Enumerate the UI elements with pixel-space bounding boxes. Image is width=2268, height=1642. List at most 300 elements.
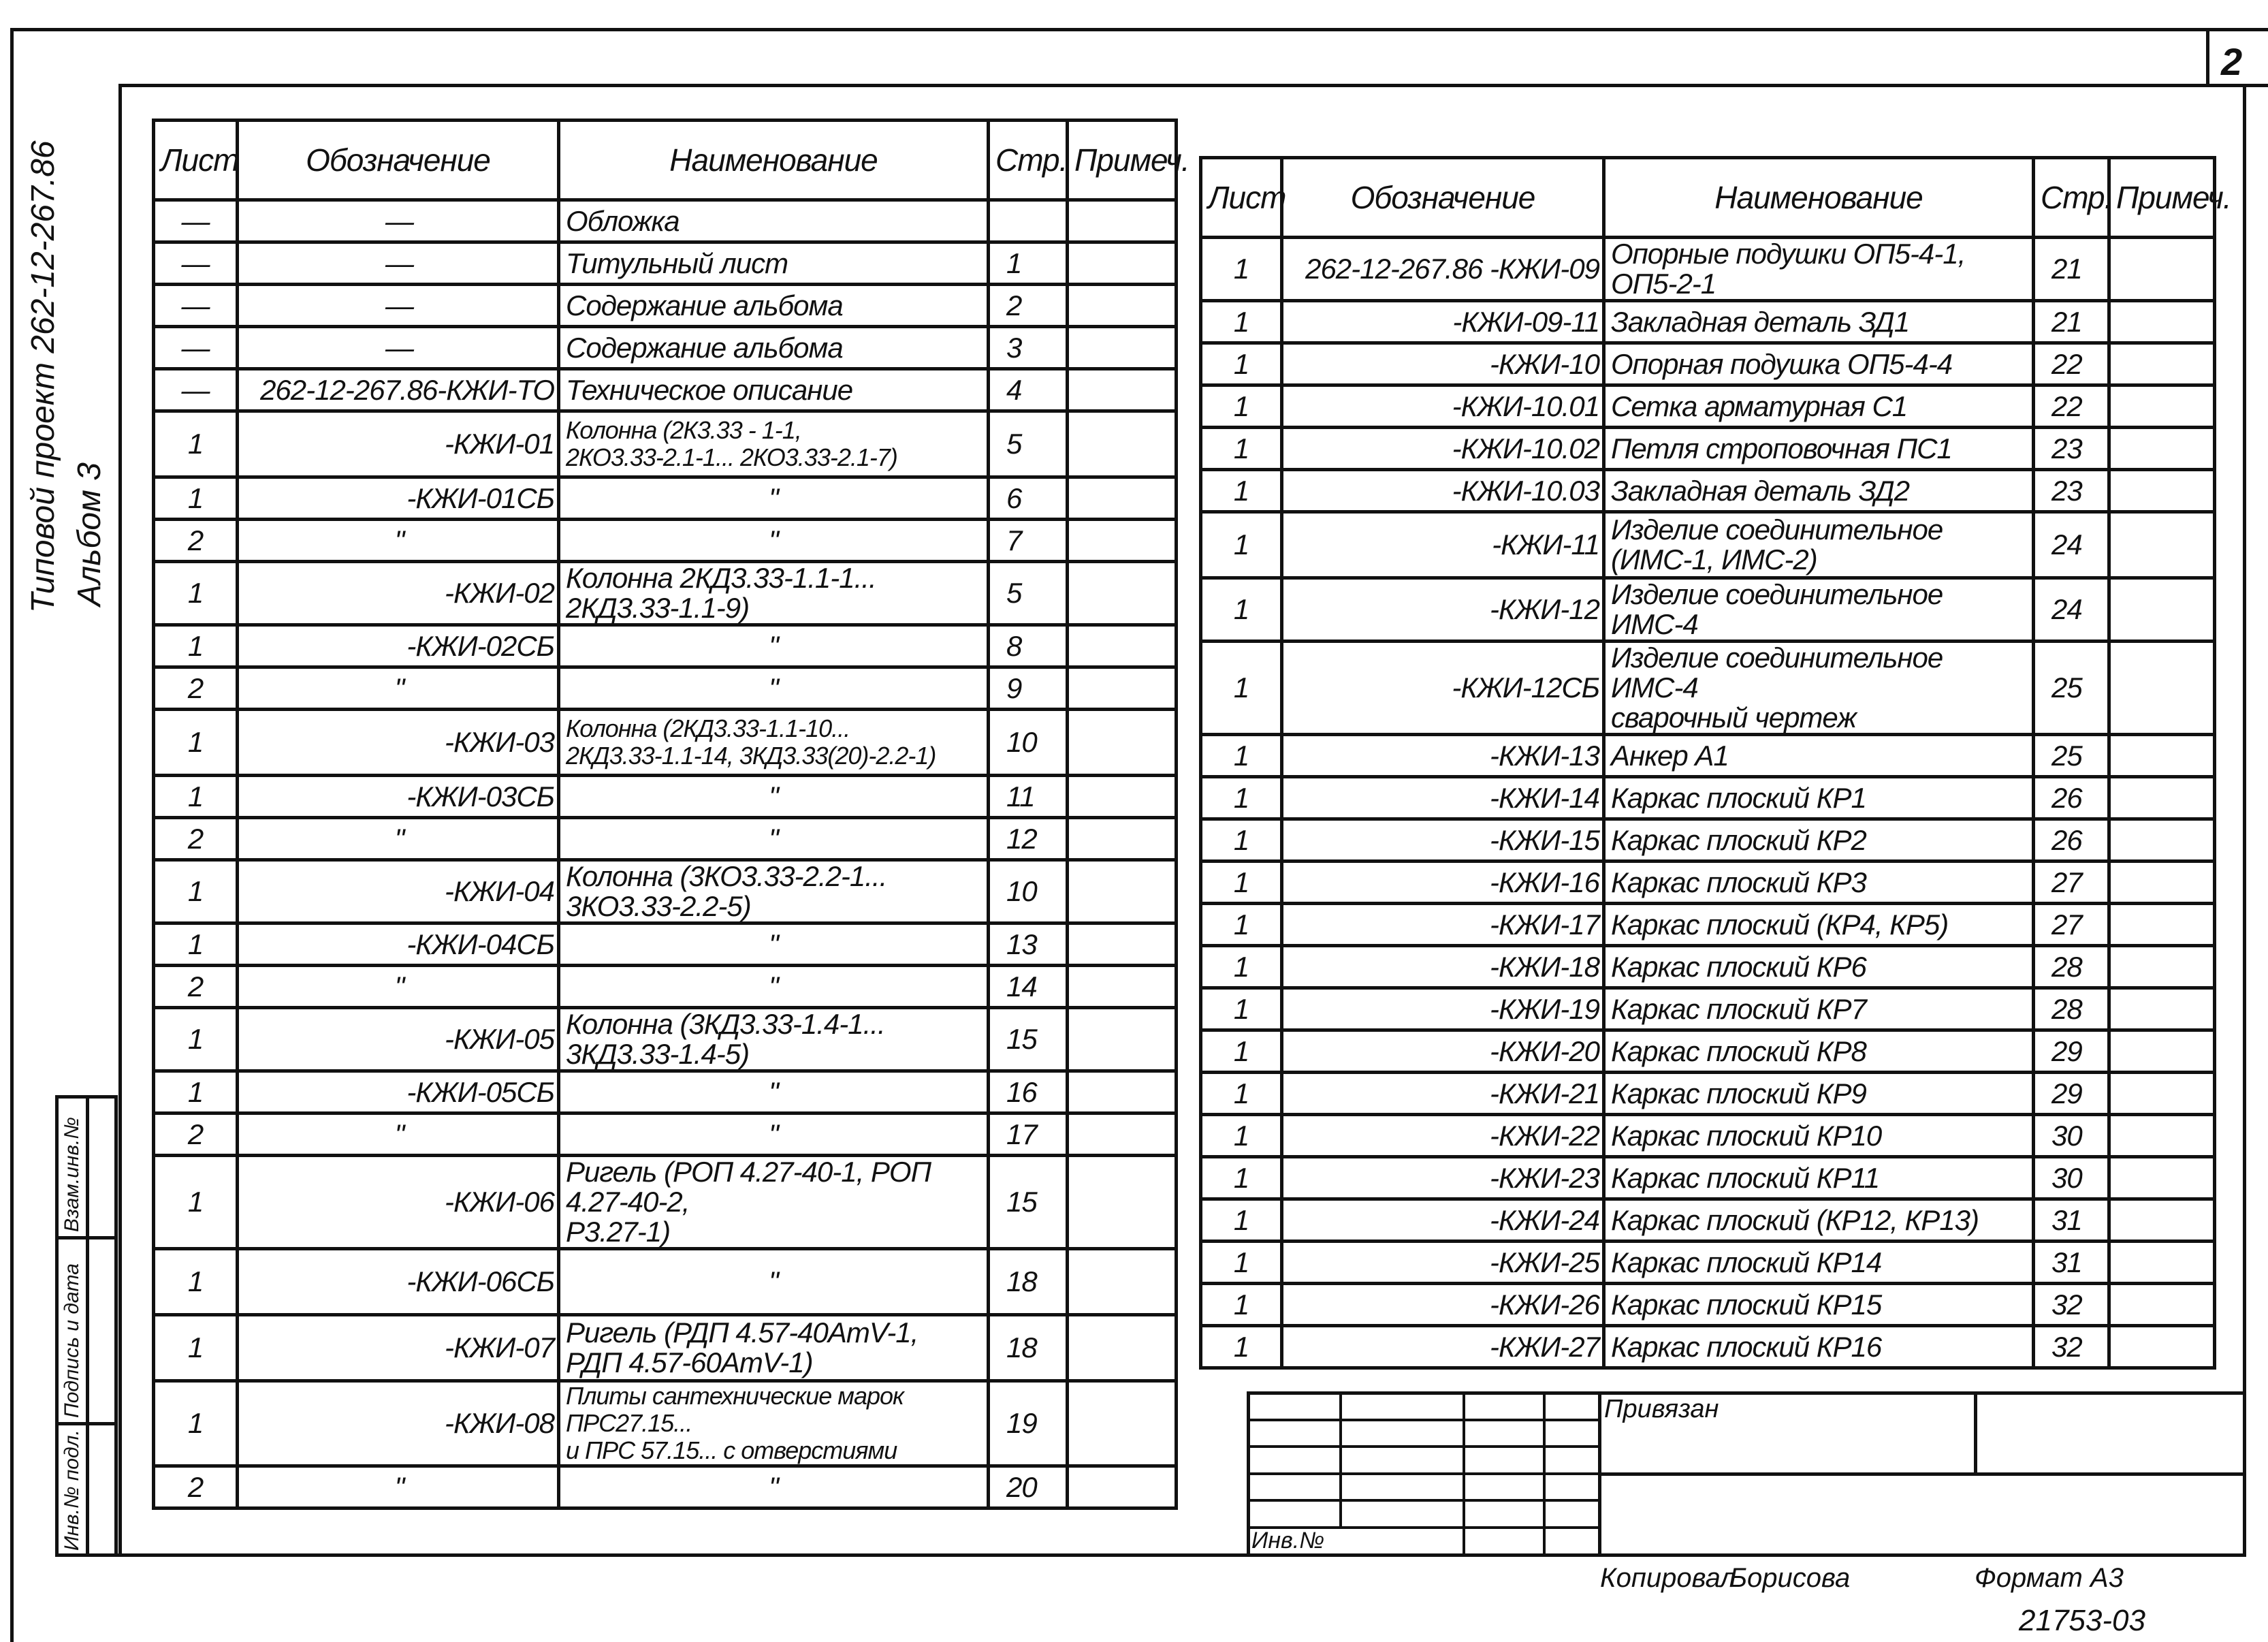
table-row: [154, 242, 1177, 285]
table-row: [1201, 385, 2215, 428]
cell-page: 5: [989, 411, 1068, 477]
cell-name: Каркас плоский КР10: [1604, 1115, 2034, 1157]
table-row: [154, 1466, 1177, 1509]
table-row: [154, 369, 1177, 411]
cell-name: Каркас плоский КР6: [1604, 946, 2034, 988]
cell-name: Техническое описание: [559, 369, 989, 411]
header-page: Стр.: [989, 121, 1068, 200]
cell-note: [2109, 862, 2215, 904]
cell-sheet: 1: [1201, 385, 1282, 428]
cell-note: [1068, 242, 1177, 285]
project-title: Типовой проект 262-12-267.86: [25, 140, 61, 613]
table-row: [154, 860, 1177, 923]
cell-designation: -КЖИ-09-11: [1282, 301, 1604, 343]
cell-note: [1068, 818, 1177, 860]
cell-sheet: 2: [154, 818, 238, 860]
cell-name: Ригель (РОП 4.27-40-1, РОП 4.27-40-2, Р3.27-1): [559, 1156, 989, 1249]
cell-note: [2109, 1073, 2215, 1115]
title-lower-cell: [1598, 1472, 2246, 1557]
table-row: [1201, 946, 2215, 988]
table-row: [1201, 1242, 2215, 1284]
cell-designation: ": [238, 667, 559, 710]
cell-page: 25: [2034, 642, 2109, 735]
cell-page: 31: [2034, 1199, 2109, 1242]
cell-designation: -КЖИ-04: [238, 860, 559, 923]
cell-designation: -КЖИ-24: [1282, 1199, 1604, 1242]
cell-page: 32: [2034, 1326, 2109, 1368]
cell-sheet: 1: [154, 1071, 238, 1114]
cell-page: 16: [989, 1071, 1068, 1114]
cell-name: Каркас плоский КР15: [1604, 1284, 2034, 1326]
cell-name: Каркас плоский КР16: [1604, 1326, 2034, 1368]
cell-designation: —: [238, 242, 559, 285]
outer-frame-left: [10, 29, 14, 1642]
cell-sheet: 1: [1201, 904, 1282, 946]
cell-name: Каркас плоский КР7: [1604, 988, 2034, 1030]
header-note: Примеч.: [2109, 158, 2215, 238]
cell-note: [2109, 1157, 2215, 1199]
table-row: [154, 710, 1177, 776]
cell-designation: -КЖИ-08: [238, 1381, 559, 1466]
cell-name: Колонна (2КД3.33-1.1-10... 2КД3.33-1.1-14, 3КД3.33(20)-2.2-1): [559, 710, 989, 776]
cell-note: [1068, 1071, 1177, 1114]
cell-name: Изделие соединительное ИМС-4: [1604, 578, 2034, 642]
table-header: [154, 121, 1177, 200]
cell-sheet: —: [154, 285, 238, 327]
cell-sheet: 1: [154, 776, 238, 818]
cell-name: Титульный лист: [559, 242, 989, 285]
cell-sheet: 2: [154, 1114, 238, 1156]
cell-sheet: 1: [1201, 1115, 1282, 1157]
cell-designation: -КЖИ-23: [1282, 1157, 1604, 1199]
stamp-label: Подпись и дата: [61, 1263, 83, 1418]
table-row: [154, 966, 1177, 1008]
outer-frame-top: [10, 28, 2268, 31]
cell-note: [1068, 1008, 1177, 1071]
drawing-code: 21753-03: [2019, 1604, 2145, 1637]
cell-designation: 262-12-267.86-КЖИ-ТО: [238, 369, 559, 411]
cell-designation: -КЖИ-22: [1282, 1115, 1604, 1157]
contents-table-left: [152, 119, 1189, 1510]
cell-page: 5: [989, 562, 1068, 625]
cell-designation: -КЖИ-07: [238, 1315, 559, 1381]
cell-sheet: 1: [1201, 946, 1282, 988]
cell-sheet: 1: [1201, 819, 1282, 862]
cell-page: 6: [989, 477, 1068, 520]
cell-page: 11: [989, 776, 1068, 818]
cell-designation: ": [238, 818, 559, 860]
cell-designation: -КЖИ-15: [1282, 819, 1604, 862]
table-row: [1201, 238, 2215, 301]
cell-page: 30: [2034, 1115, 2109, 1157]
cell-page: 25: [2034, 735, 2109, 777]
cell-sheet: 1: [154, 562, 238, 625]
table-row: [154, 200, 1177, 242]
cell-note: [2109, 735, 2215, 777]
cell-designation: -КЖИ-10: [1282, 343, 1604, 385]
cell-page: 24: [2034, 578, 2109, 642]
table-row: [154, 667, 1177, 710]
cell-page: 26: [2034, 819, 2109, 862]
cell-note: [2109, 385, 2215, 428]
cell-page: 4: [989, 369, 1068, 411]
cell-page: 3: [989, 327, 1068, 369]
cell-note: [1068, 860, 1177, 923]
cell-designation: -КЖИ-05: [238, 1008, 559, 1071]
table-row: [1201, 642, 2215, 735]
cell-designation: -КЖИ-10.02: [1282, 428, 1604, 470]
table-row: [154, 411, 1177, 477]
stamp-signature-date: [55, 1236, 118, 1425]
cell-page: 18: [989, 1249, 1068, 1315]
header-sheet: Лист: [154, 121, 238, 200]
cell-name: Каркас плоский КР9: [1604, 1073, 2034, 1115]
cell-note: [2109, 1242, 2215, 1284]
cell-page: 22: [2034, 343, 2109, 385]
cell-designation: -КЖИ-21: [1282, 1073, 1604, 1115]
cell-page: 23: [2034, 428, 2109, 470]
cell-note: [1068, 1156, 1177, 1249]
cell-page: 12: [989, 818, 1068, 860]
sheet-box-divider: [2206, 29, 2209, 85]
cell-note: [2109, 777, 2215, 819]
cell-sheet: 1: [1201, 343, 1282, 385]
cell-sheet: 1: [1201, 1073, 1282, 1115]
cell-name: Опорные подушки ОП5-4-1, ОП5-2-1: [1604, 238, 2034, 301]
cell-designation: -КЖИ-27: [1282, 1326, 1604, 1368]
cell-designation: -КЖИ-12: [1282, 578, 1604, 642]
cell-page: 9: [989, 667, 1068, 710]
cell-designation: ": [238, 520, 559, 562]
cell-note: [1068, 200, 1177, 242]
cell-designation: -КЖИ-20: [1282, 1030, 1604, 1073]
table-row: [154, 327, 1177, 369]
table-row: [1201, 470, 2215, 512]
cell-page: 29: [2034, 1073, 2109, 1115]
cell-note: [2109, 1030, 2215, 1073]
cell-designation: -КЖИ-16: [1282, 862, 1604, 904]
cell-name: Сетка арматурная С1: [1604, 385, 2034, 428]
cell-designation: ": [238, 1466, 559, 1509]
cell-designation: -КЖИ-06СБ: [238, 1249, 559, 1315]
table-row: [1201, 1157, 2215, 1199]
grid-line: [1339, 1391, 1342, 1528]
cell-designation: -КЖИ-12СБ: [1282, 642, 1604, 735]
cell-designation: -КЖИ-01: [238, 411, 559, 477]
cell-note: [2109, 904, 2215, 946]
cell-name: Закладная деталь ЗД2: [1604, 470, 2034, 512]
cell-note: [1068, 1466, 1177, 1509]
cell-name: Каркас плоский КР8: [1604, 1030, 2034, 1073]
cell-note: [2109, 946, 2215, 988]
cell-name: Содержание альбома: [559, 327, 989, 369]
table-row: [154, 776, 1177, 818]
cell-sheet: 1: [154, 860, 238, 923]
cell-page: 10: [989, 860, 1068, 923]
cell-sheet: —: [154, 242, 238, 285]
cell-page: 23: [2034, 470, 2109, 512]
cell-page: 15: [989, 1156, 1068, 1249]
stamp-label-cell: [59, 1240, 89, 1422]
cell-page: 21: [2034, 238, 2109, 301]
cell-designation: -КЖИ-18: [1282, 946, 1604, 988]
cell-note: [1068, 1315, 1177, 1381]
table-row: [154, 285, 1177, 327]
table-row: [1201, 1030, 2215, 1073]
table-row: [1201, 1284, 2215, 1326]
cell-designation: -КЖИ-03: [238, 710, 559, 776]
cell-sheet: 1: [1201, 735, 1282, 777]
cell-name: Закладная деталь ЗД1: [1604, 301, 2034, 343]
inv-label: Инв.№: [1251, 1528, 1325, 1553]
cell-page: 7: [989, 520, 1068, 562]
cell-page: 10: [989, 710, 1068, 776]
grid-line: [1247, 1445, 1601, 1448]
cell-sheet: 1: [154, 1381, 238, 1466]
table-row: [154, 625, 1177, 667]
cell-note: [2109, 343, 2215, 385]
cell-sheet: 1: [154, 1156, 238, 1249]
cell-name: Каркас плоский КР1: [1604, 777, 2034, 819]
cell-sheet: 1: [1201, 1326, 1282, 1368]
cell-name: Каркас плоский КР14: [1604, 1242, 2034, 1284]
cell-note: [1068, 285, 1177, 327]
stamp-original-inv: [55, 1422, 118, 1557]
cell-page: 24: [2034, 512, 2109, 578]
stamp-replace-inv: [55, 1095, 118, 1240]
stamp-label-cell: [59, 1425, 89, 1553]
table-row: [1201, 1115, 2215, 1157]
cell-name: Обложка: [559, 200, 989, 242]
cell-name: ": [559, 520, 989, 562]
cell-name: Изделие соединительное (ИМС-1, ИМС-2): [1604, 512, 2034, 578]
cell-designation: -КЖИ-06: [238, 1156, 559, 1249]
cell-name: ": [559, 1071, 989, 1114]
cell-designation: -КЖИ-05СБ: [238, 1071, 559, 1114]
cell-sheet: 2: [154, 1466, 238, 1509]
cell-name: Каркас плоский КР2: [1604, 819, 2034, 862]
cell-name: Анкер А1: [1604, 735, 2034, 777]
contents-table-right: [1199, 156, 2231, 1370]
cell-name: Каркас плоский КР11: [1604, 1157, 2034, 1199]
cell-note: [1068, 776, 1177, 818]
cell-name: ": [559, 1114, 989, 1156]
cell-name: ": [559, 1466, 989, 1509]
cell-name: Содержание альбома: [559, 285, 989, 327]
cell-note: [2109, 578, 2215, 642]
cell-page: 21: [2034, 301, 2109, 343]
grid-line: [1247, 1419, 1601, 1421]
cell-page: 31: [2034, 1242, 2109, 1284]
table-row: [154, 1071, 1177, 1114]
table-row: [154, 477, 1177, 520]
cell-page: [989, 200, 1068, 242]
cell-name: Плиты сантехнические марок ПРС27.15... и ПРС 57.15... с отверстиями: [559, 1381, 989, 1466]
cell-note: [2109, 512, 2215, 578]
cell-designation: -КЖИ-17: [1282, 904, 1604, 946]
cell-note: [1068, 710, 1177, 776]
cell-sheet: 2: [154, 667, 238, 710]
table-row: [154, 1114, 1177, 1156]
cell-page: 15: [989, 1008, 1068, 1071]
cell-note: [1068, 966, 1177, 1008]
cell-note: [1068, 562, 1177, 625]
cell-sheet: 1: [154, 1008, 238, 1071]
bound-label: Привязан: [1604, 1395, 1719, 1423]
cell-name: Ригель (РДП 4.57-40АтV-1, РДП 4.57-60АтV-1): [559, 1315, 989, 1381]
cell-sheet: 1: [154, 411, 238, 477]
cell-designation: -КЖИ-11: [1282, 512, 1604, 578]
table-row: [154, 1156, 1177, 1249]
stamp-label: Взам.инв.№: [61, 1117, 83, 1232]
cell-note: [1068, 1381, 1177, 1466]
cell-sheet: 1: [1201, 1242, 1282, 1284]
cell-note: [2109, 470, 2215, 512]
table-row: [1201, 1326, 2215, 1368]
table-row: [154, 1249, 1177, 1315]
table-row: [1201, 512, 2215, 578]
header-page: Стр.: [2034, 158, 2109, 238]
table-row: [154, 1381, 1177, 1466]
cell-designation: -КЖИ-02СБ: [238, 625, 559, 667]
header-note: Примеч.: [1068, 121, 1177, 200]
cell-designation: -КЖИ-10.01: [1282, 385, 1604, 428]
cell-sheet: 1: [1201, 988, 1282, 1030]
cell-page: 22: [2034, 385, 2109, 428]
cell-designation: -КЖИ-14: [1282, 777, 1604, 819]
cell-page: 19: [989, 1381, 1068, 1466]
cell-sheet: 1: [154, 923, 238, 966]
cell-name: ": [559, 625, 989, 667]
cell-note: [2109, 238, 2215, 301]
cell-page: 30: [2034, 1157, 2109, 1199]
cell-page: 17: [989, 1114, 1068, 1156]
stamp-label: Инв.№ подл.: [61, 1430, 83, 1551]
cell-sheet: 1: [154, 1315, 238, 1381]
table-row: [154, 1315, 1177, 1381]
cell-note: [2109, 1115, 2215, 1157]
cell-name: Колонна (2К3.33 - 1-1, 2КО3.33-2.1-1... 2КО3.33-2.1-7): [559, 411, 989, 477]
format-label: Формат А3: [1975, 1563, 2124, 1593]
cell-page: 27: [2034, 904, 2109, 946]
cell-designation: -КЖИ-19: [1282, 988, 1604, 1030]
cell-note: [2109, 428, 2215, 470]
cell-name: Каркас плоский (КР4, КР5): [1604, 904, 2034, 946]
cell-designation: -КЖИ-01СБ: [238, 477, 559, 520]
cell-name: ": [559, 818, 989, 860]
cell-name: ": [559, 1249, 989, 1315]
cell-name: ": [559, 776, 989, 818]
cell-note: [2109, 1199, 2215, 1242]
grid-line: [1463, 1391, 1465, 1557]
inner-frame-top: [118, 84, 2268, 87]
cell-sheet: 1: [1201, 470, 1282, 512]
cell-page: 1: [989, 242, 1068, 285]
cell-note: [2109, 1284, 2215, 1326]
cell-designation: -КЖИ-13: [1282, 735, 1604, 777]
cell-designation: ": [238, 1114, 559, 1156]
cell-note: [2109, 301, 2215, 343]
table-header: [1201, 158, 2215, 238]
bound-right-cell: [1974, 1391, 2246, 1476]
copier-name: Борисова: [1729, 1563, 1851, 1593]
cell-note: [1068, 625, 1177, 667]
cell-name: ": [559, 923, 989, 966]
cell-page: 14: [989, 966, 1068, 1008]
cell-name: Петля строповочная ПС1: [1604, 428, 2034, 470]
grid-line: [1247, 1472, 1601, 1475]
cell-name: Каркас плоский (КР12, КР13): [1604, 1199, 2034, 1242]
table-row: [1201, 301, 2215, 343]
cell-note: [1068, 1249, 1177, 1315]
table-row: [1201, 904, 2215, 946]
table-row: [1201, 819, 2215, 862]
cell-name: Опорная подушка ОП5-4-4: [1604, 343, 2034, 385]
cell-note: [1068, 667, 1177, 710]
cell-note: [1068, 923, 1177, 966]
cell-designation: -КЖИ-04СБ: [238, 923, 559, 966]
cell-name: Колонна (3КД3.33-1.4-1... 3КД3.33-1.4-5): [559, 1008, 989, 1071]
cell-designation: 262-12-267.86 -КЖИ-09: [1282, 238, 1604, 301]
cell-note: [2109, 988, 2215, 1030]
cell-sheet: 1: [1201, 428, 1282, 470]
cell-sheet: 1: [1201, 1284, 1282, 1326]
cell-name: ": [559, 966, 989, 1008]
cell-sheet: 1: [154, 1249, 238, 1315]
table-row: [1201, 777, 2215, 819]
cell-note: [1068, 327, 1177, 369]
cell-page: 32: [2034, 1284, 2109, 1326]
cell-page: 28: [2034, 988, 2109, 1030]
header-designation: Обозначение: [238, 121, 559, 200]
cell-sheet: 1: [1201, 578, 1282, 642]
cell-sheet: 1: [154, 710, 238, 776]
cell-sheet: 1: [1201, 301, 1282, 343]
table-row: [154, 520, 1177, 562]
cell-designation: ": [238, 966, 559, 1008]
cell-name: Каркас плоский КР3: [1604, 862, 2034, 904]
cell-sheet: 1: [1201, 1157, 1282, 1199]
cell-page: 20: [989, 1466, 1068, 1509]
cell-designation: —: [238, 200, 559, 242]
table-row: [1201, 862, 2215, 904]
cell-sheet: 2: [154, 966, 238, 1008]
stamp-label-cell: [59, 1099, 89, 1236]
cell-name: Колонна (3КО3.33-2.2-1... 3КО3.33-2.2-5): [559, 860, 989, 923]
cell-note: [2109, 1326, 2215, 1368]
inner-frame-left: [118, 84, 122, 1556]
cell-sheet: 1: [1201, 512, 1282, 578]
cell-note: [2109, 819, 2215, 862]
table-row: [1201, 343, 2215, 385]
cell-page: 28: [2034, 946, 2109, 988]
table-row: [1201, 1199, 2215, 1242]
cell-sheet: —: [154, 327, 238, 369]
cell-page: 27: [2034, 862, 2109, 904]
table-row: [1201, 1073, 2215, 1115]
cell-name: Изделие соединительное ИМС-4 сварочный чертеж: [1604, 642, 2034, 735]
cell-page: 13: [989, 923, 1068, 966]
grid-line: [1543, 1391, 1546, 1557]
cell-designation: —: [238, 327, 559, 369]
header-designation: Обозначение: [1282, 158, 1604, 238]
cell-name: ": [559, 667, 989, 710]
cell-sheet: 1: [1201, 1199, 1282, 1242]
cell-sheet: 1: [1201, 642, 1282, 735]
cell-sheet: 1: [154, 477, 238, 520]
table-row: [154, 562, 1177, 625]
cell-page: 26: [2034, 777, 2109, 819]
